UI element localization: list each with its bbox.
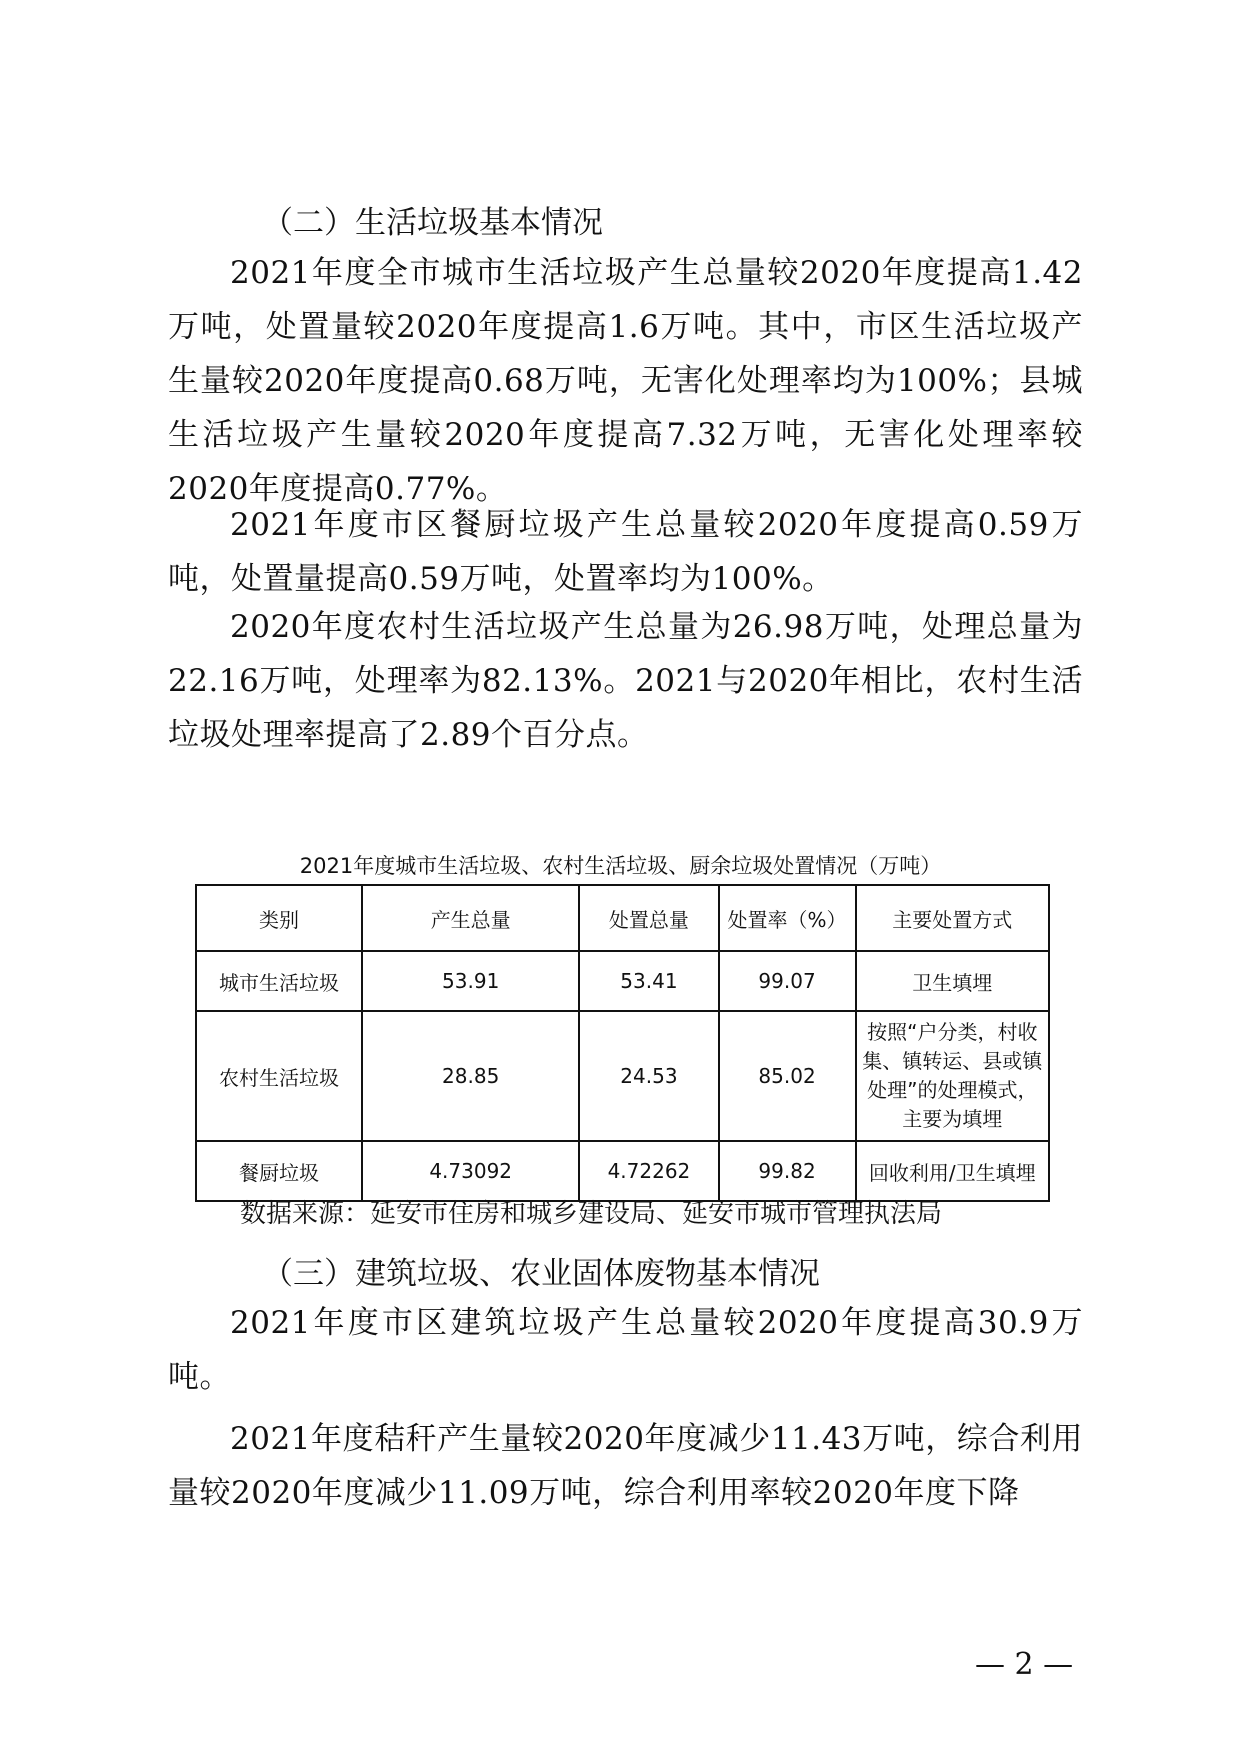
header-category: 类别 [196, 885, 362, 951]
section-heading-3: （三）建筑垃圾、农业固体废物基本情况 [262, 1256, 820, 1292]
data-source-note: 数据来源：延安市住房和城乡建设局、延安市城市管理执法局 [240, 1199, 943, 1229]
table-header-row [196, 885, 1049, 951]
cell-rate: 85.02 [719, 1011, 856, 1141]
cell-rate: 99.07 [719, 951, 856, 1011]
paragraph-construction-waste: 2021年度市区建筑垃圾产生总量较2020年度提高30.9万吨。 [168, 1305, 1083, 1395]
cell-category: 城市生活垃圾 [196, 951, 362, 1011]
header-disposal-rate: 处置率（%） [719, 885, 856, 951]
cell-rate: 99.82 [719, 1141, 856, 1201]
cell-generation: 4.73092 [362, 1141, 579, 1201]
paragraph-rural-waste: 2020年度农村生活垃圾产生总量为26.98万吨，处理总量为22.16万吨，处理率为82.13%。2021与2020年相比，农村生活垃圾处理率提高了2.89个百分点。 [168, 609, 1083, 753]
header-disposal-method: 主要处置方式 [856, 885, 1049, 951]
table-row [196, 1011, 1049, 1141]
table-row [196, 1141, 1049, 1201]
cell-generation: 28.85 [362, 1011, 579, 1141]
cell-category: 农村生活垃圾 [196, 1011, 362, 1141]
table-row [196, 951, 1049, 1011]
section-heading-2: （二）生活垃圾基本情况 [262, 205, 603, 241]
paragraph-kitchen-waste: 2021年度市区餐厨垃圾产生总量较2020年度提高0.59万吨，处置量提高0.59万吨，处置率均为100%。 [168, 507, 1083, 597]
paragraph-urban-waste: 2021年度全市城市生活垃圾产生总量较2020年度提高1.42万吨，处置量较2020年度提高1.6万吨。其中，市区生活垃圾产生量较2020年度提高0.68万吨，无害化处理率均为100%；县城生活垃圾产生量较2020年度提高7.32万吨，无害化处理率较2020年度提高0.77%。 [168, 255, 1083, 507]
cell-category: 餐厨垃圾 [196, 1141, 362, 1201]
paragraph-straw: 2021年度秸秆产生量较2020年度减少11.43万吨，综合利用量较2020年度减少11.09万吨，综合利用率较2020年度下降 [168, 1421, 1083, 1511]
cell-disposal: 4.72262 [579, 1141, 718, 1201]
cell-generation: 53.91 [362, 951, 579, 1011]
header-generation-total: 产生总量 [362, 885, 579, 951]
cell-method: 按照“户分类，村收集、镇转运、县或镇处理”的处理模式，主要为填埋 [856, 1011, 1049, 1141]
waste-disposal-table [195, 884, 1050, 1202]
cell-method: 卫生填埋 [856, 951, 1049, 1011]
cell-disposal: 53.41 [579, 951, 718, 1011]
page-number: — 2 — [975, 1647, 1074, 1682]
header-disposal-total: 处置总量 [579, 885, 718, 951]
table-caption: 2021年度城市生活垃圾、农村生活垃圾、厨余垃圾处置情况（万吨） [299, 854, 942, 878]
cell-method: 回收利用/卫生填埋 [856, 1141, 1049, 1201]
cell-disposal: 24.53 [579, 1011, 718, 1141]
